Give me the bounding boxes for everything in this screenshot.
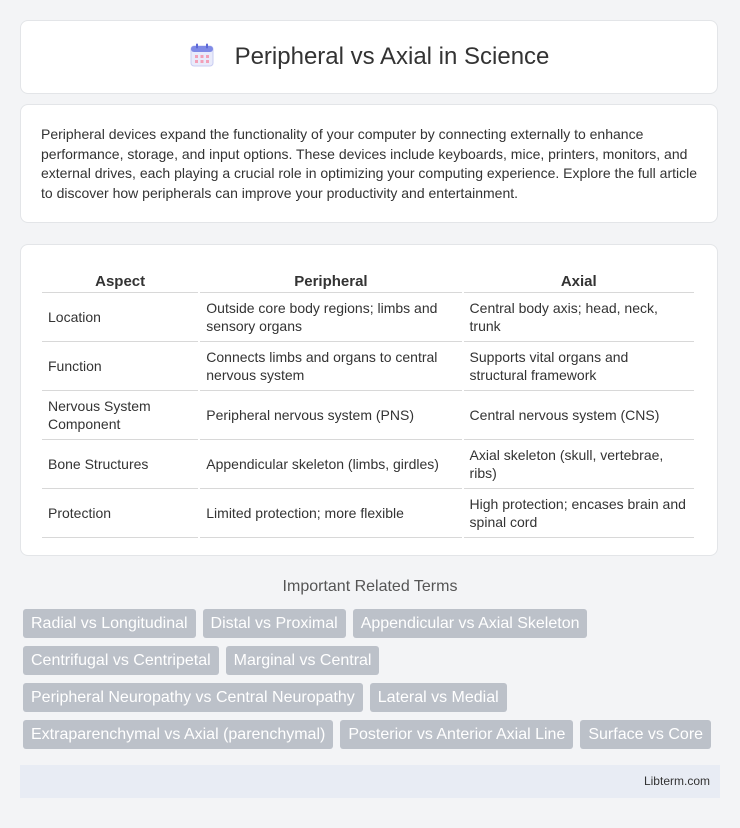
footer xyxy=(20,765,720,798)
table-cell: Function xyxy=(42,342,198,391)
table-header-row xyxy=(42,265,694,293)
table-row xyxy=(42,440,694,489)
table-cell: Protection xyxy=(42,489,198,538)
table-row xyxy=(42,293,694,342)
table-cell: Bone Structures xyxy=(42,440,198,489)
table-cell: Central nervous system (CNS) xyxy=(464,391,694,440)
table-cell: Axial skeleton (skull, vertebrae, ribs) xyxy=(464,440,694,489)
column-header: Aspect xyxy=(42,265,198,293)
table-cell: Peripheral nervous system (PNS) xyxy=(200,391,461,440)
table-cell: Outside core body regions; limbs and sensory organs xyxy=(200,293,461,342)
table-row xyxy=(42,342,694,391)
table-cell: Central body axis; head, neck, trunk xyxy=(464,293,694,342)
comparison-card xyxy=(20,244,718,556)
table-row xyxy=(42,489,694,538)
related-term-link[interactable]: Distal vs Proximal xyxy=(203,609,346,638)
related-term-link[interactable]: Surface vs Core xyxy=(580,720,711,749)
footer-site-link[interactable]: Libterm.com xyxy=(643,774,710,788)
table-cell: Connects limbs and organs to central nervous system xyxy=(200,342,461,391)
related-term-link[interactable]: Appendicular vs Axial Skeleton xyxy=(353,609,588,638)
column-header: Axial xyxy=(464,265,694,293)
related-term-link[interactable]: Peripheral Neuropathy vs Central Neuropathy xyxy=(23,683,363,712)
intro-card xyxy=(20,104,718,223)
related-term-link[interactable]: Marginal vs Central xyxy=(226,646,380,675)
column-header: Peripheral xyxy=(200,265,461,293)
related-term-link[interactable]: Radial vs Longitudinal xyxy=(23,609,196,638)
related-term-link[interactable]: Lateral vs Medial xyxy=(370,683,507,712)
table-cell: Supports vital organs and structural framework xyxy=(464,342,694,391)
related-terms-title: Important Related Terms xyxy=(282,578,458,595)
table-cell: Limited protection; more flexible xyxy=(200,489,461,538)
table-cell: Location xyxy=(42,293,198,342)
calendar-icon xyxy=(189,42,215,73)
table-row xyxy=(42,391,694,440)
table-cell: Appendicular skeleton (limbs, girdles) xyxy=(200,440,461,489)
related-terms-list xyxy=(23,609,723,757)
header-card xyxy=(20,20,718,94)
intro-text: Peripheral devices expand the functionality of your computer by connecting externally to enhance performance, storage, and input options. These devices include keyboards, mice, printers, monitors, and external drives, each playing a crucial role in optimizing your computing experience. Explore the full article to discover how peripherals can improve your productivity and entertainment. xyxy=(41,126,697,201)
page-title: Peripheral vs Axial in Science xyxy=(234,43,550,70)
table-cell: Nervous System Component xyxy=(42,391,198,440)
table-cell: High protection; encases brain and spinal cord xyxy=(464,489,694,538)
related-term-link[interactable]: Posterior vs Anterior Axial Line xyxy=(340,720,573,749)
related-term-link[interactable]: Extraparenchymal vs Axial (parenchymal) xyxy=(23,720,333,749)
comparison-table xyxy=(40,265,696,538)
related-term-link[interactable]: Centrifugal vs Centripetal xyxy=(23,646,219,675)
